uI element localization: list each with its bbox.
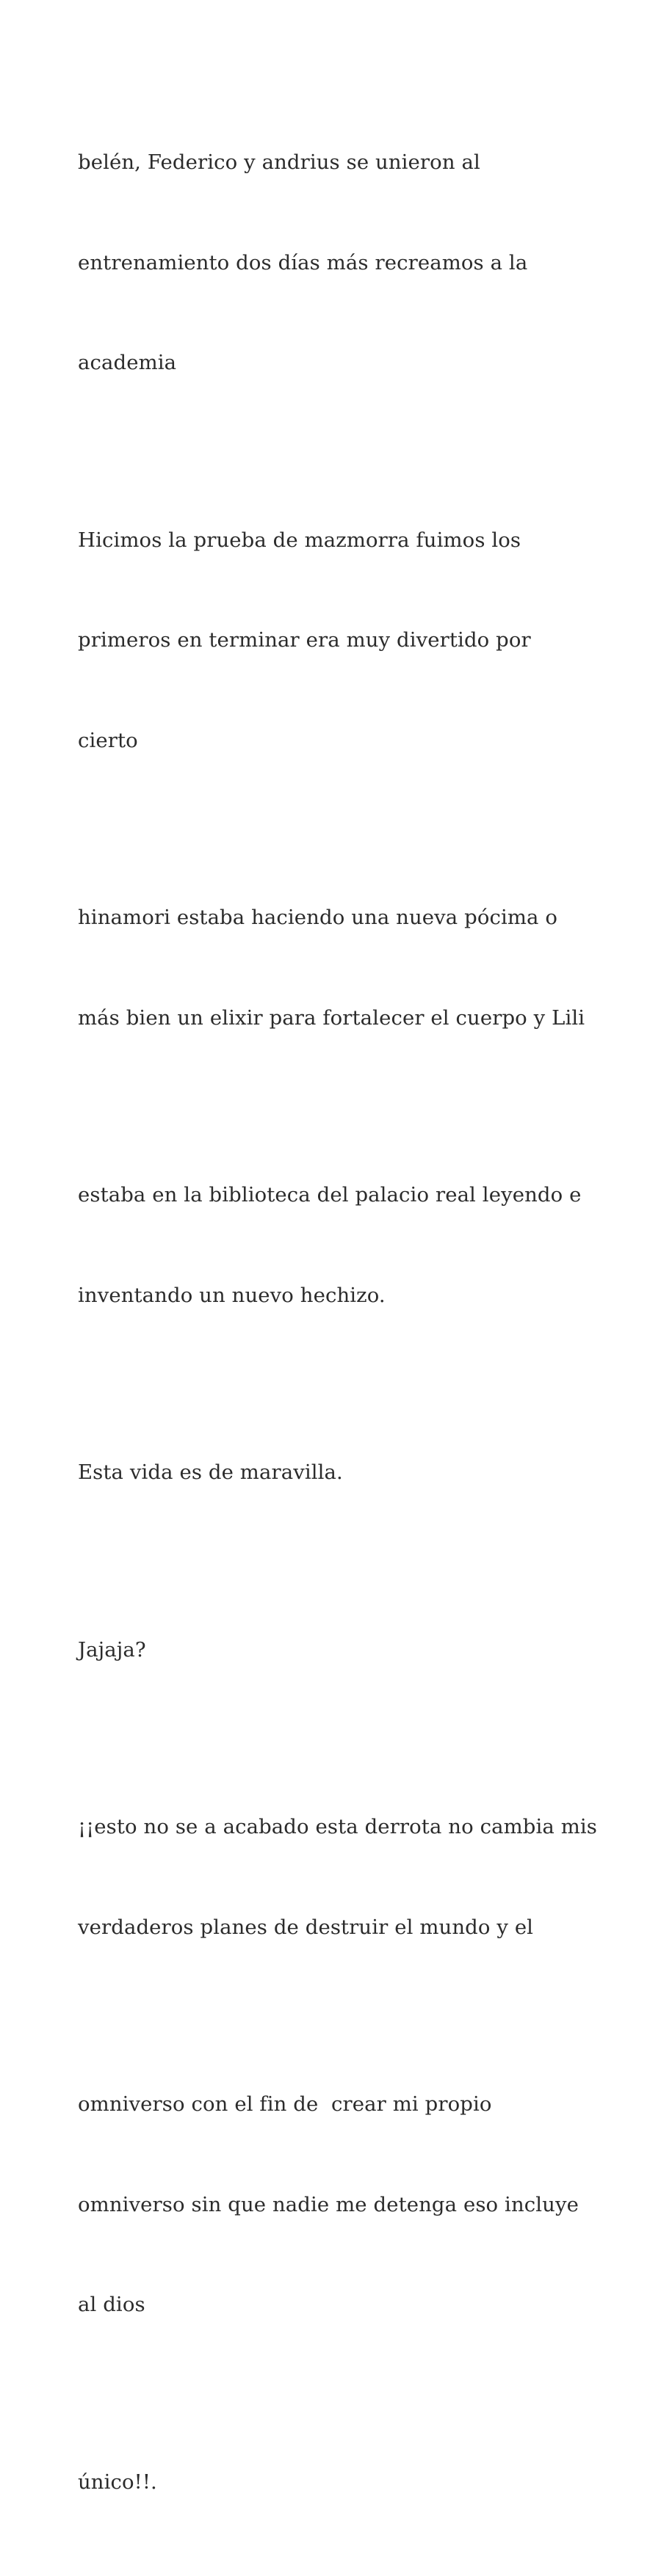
- text-line: omniverso con el fin de crear mi propio: [78, 2092, 492, 2116]
- text-line: cierto: [78, 728, 138, 752]
- paragraph-9: [78, 2399, 592, 2566]
- document-page: [78, 79, 597, 2576]
- text-line: omniverso sin que nadie me detenga eso incluye: [78, 2192, 579, 2216]
- paragraph-8: [78, 2021, 592, 2389]
- text-line: Hicimos la prueba de mazmorra fuimos los: [78, 528, 521, 552]
- text-line: único!!.: [78, 2470, 157, 2494]
- text-line: belén, Federico y andrius se unieron al: [78, 150, 480, 174]
- paragraph-5: [78, 1389, 592, 1557]
- paragraph-2: [78, 457, 592, 825]
- text-line: entrenamiento dos días más recreamos a la: [78, 250, 528, 274]
- text-line: Esta vida es de maravilla.: [78, 1460, 343, 1484]
- text-line: más bien un elixir para fortalecer el cuerpo y Lili: [78, 1005, 585, 1030]
- text-line: al dios: [78, 2293, 145, 2316]
- paragraph-6: [78, 1567, 592, 1734]
- paragraph-4: [78, 1112, 592, 1379]
- text-line: verdaderos planes de destruir el mundo y el: [78, 1915, 534, 1939]
- text-line: ¡¡esto no se a acabado esta derrota no cambia mis: [78, 1815, 597, 1838]
- paragraph-1: [78, 79, 592, 447]
- text-line: inventando un nuevo hechizo.: [78, 1283, 386, 1307]
- text-line: Jajaja?: [78, 1637, 146, 1662]
- text-line: academia: [78, 351, 177, 374]
- paragraph-7: [78, 1744, 597, 2011]
- paragraph-3: [78, 834, 592, 1102]
- text-line: primeros en terminar era muy divertido por: [78, 628, 531, 652]
- text-line: hinamori estaba haciendo una nueva pócima o: [78, 906, 558, 929]
- text-line: estaba en la biblioteca del palacio real leyendo e: [78, 1183, 582, 1207]
